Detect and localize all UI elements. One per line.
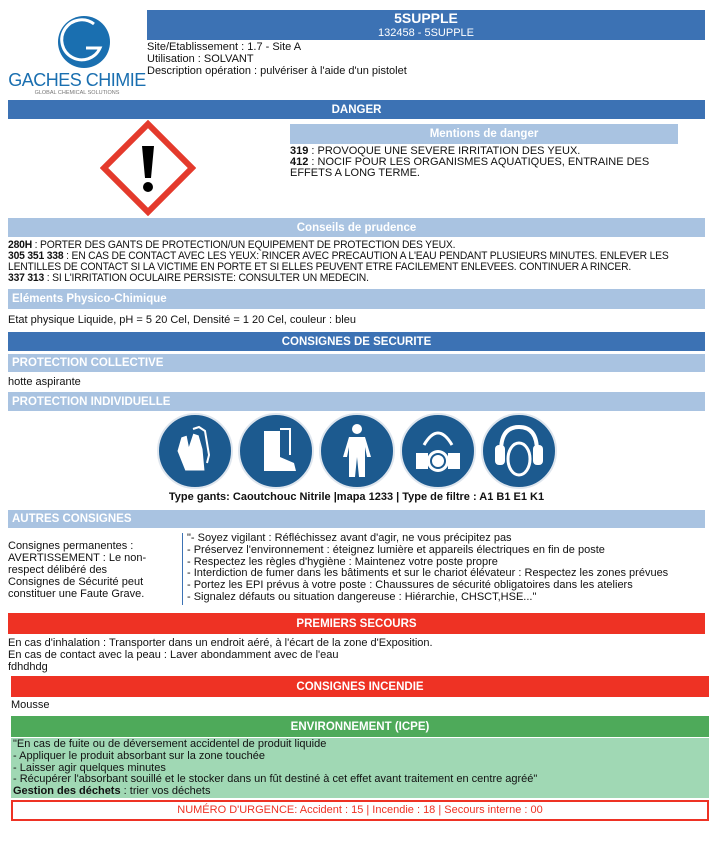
secours-item: En cas d'inhalation : Transporter dans un endroit aéré, à l'écart de la zone d'Exposition. [8,637,433,649]
consigne-item: "- Soyez vigilant : Réfléchissez avant d'agir, ne vous précipitez pas [187,532,512,544]
protection-individuelle-header: PROTECTION INDIVIDUELLE [8,392,705,411]
secours-list [8,637,433,673]
product-header [147,10,705,40]
product-name: 5SUPPLE [394,10,458,26]
info-site: Site/Etablissement : 1.7 - Site A [147,41,302,53]
numero-urgence: NUMÉRO D'URGENCE: Accident : 15 | Incendie : 18 | Secours interne : 00 [11,800,709,821]
safety-boots-icon [238,413,314,489]
dechets: Gestion des déchets : trier vos déchets [13,785,211,798]
securite-header: CONSIGNES DE SECURITE [8,332,705,351]
env-item: - Appliquer le produit absorbant sur la zone touchée [13,749,265,762]
info-description: Description opération : pulvériser à l'aide d'un pistolet [147,65,407,77]
protection-collective-text: hotte aspirante [8,376,81,388]
prudence-header: Conseils de prudence [8,218,705,237]
logo-name: GACHES CHIMIE [8,70,146,90]
premiers-secours-header: PREMIERS SECOURS [8,613,705,634]
logo-tagline: GLOBAL CHEMICAL SOLUTIONS [34,90,120,96]
consigne-item: - Interdiction de fumer dans les bâtiments et sur le chariot élévateur : Respectez les zones prévues [187,567,669,580]
mentions-danger-header: Mentions de danger [290,124,678,144]
incendie-text: Mousse [11,699,50,711]
env-item: "En cas de fuite ou de déversement accidentel de produit liquide [13,738,327,750]
mentions-list [290,146,680,179]
consignes-list [182,533,668,605]
env-item: - Laisser agir quelques minutes [13,761,166,774]
mention-item: 319 : PROVOQUE UNE SEVERE IRRITATION DES YEUX. [290,145,581,157]
logo [8,10,146,98]
gloves-icon [157,413,233,489]
ear-protection-icon [481,413,557,489]
product-code: 132458 - 5SUPPLE [377,27,474,39]
consignes-incendie-header: CONSIGNES INCENDIE [11,676,709,697]
prudence-item: 337 313 : SI L'IRRITATION OCULAIRE PERSISTE: CONSULTER UN MEDECIN. [8,272,369,284]
physico-header: Eléments Physico-Chimique [8,289,705,309]
protection-collective-header: PROTECTION COLLECTIVE [8,354,705,372]
ghs-exclamation-pictogram-icon [100,120,196,216]
prudence-item: 280H : PORTER DES GANTS DE PROTECTION/UN EQUIPEMENT DE PROTECTION DES YEUX. [8,239,456,251]
consigne-item: - Respectez les règles d'hygiène : Maintenez votre poste propre [187,555,498,568]
mention-item: 412 : NOCIF POUR LES ORGANISMES AQUATIQUES, ENTRAINE DES EFFETS A LONG TERME. [290,156,650,179]
danger-header: DANGER [8,100,705,119]
env-item: - Récupérer l'absorbant souillé et le stocker dans un fût destiné à cet effet avant traitement en centre agréé" [13,773,538,786]
prudence-item: 305 351 338 : EN CAS DE CONTACT AVEC LES YEUX: RINCER AVEC PRECAUTION A L'EAU PENDANT PLUSIEURS MINUTES. ENLEVER LES LENTILLES DE CONTACT SI LA VICTIME EN PORTE ET SI ELLES PEUVENT ETRE FACILEMENT ENLEVEES. CONTINUER A RINCER. [8,250,669,273]
physico-text: Etat physique Liquide, pH = 5 20 Cel, Densité = 1 20 Cel, couleur : bleu [8,314,356,326]
consignes-permanentes: Consignes permanentes : AVERTISSEMENT : Le non-respect délibéré des Consignes de Sécurité peut constituer une Faute Grave. [8,540,147,600]
autres-consignes-header: AUTRES CONSIGNES [8,510,705,528]
environnement-header: ENVIRONNEMENT (ICPE) [11,716,709,737]
consigne-item: - Préservez l'environnement : éteignez lumière et appareils électriques en fin de poste [187,543,605,556]
secours-item: fdhdhdg [8,661,48,673]
prudence-list [8,240,702,284]
logo-g-icon [8,10,146,72]
ppe-caption: Type gants: Caoutchouc Nitrile |mapa 1233 | Type de filtre : A1 B1 E1 K1 [168,491,545,503]
info-utilisation: Utilisation : SOLVANT [147,53,254,65]
environnement-body [11,738,709,798]
consigne-item: - Signalez défauts ou situation dangereuse : Hiérarchie, CHSCT,HSE..." [187,590,537,603]
protective-suit-icon [319,413,395,489]
secours-item: En cas de contact avec la peau : Laver abondamment avec de l'eau [8,649,339,661]
respirator-mask-icon [400,413,476,489]
consigne-item: - Portez les EPI prévus à votre poste : Chaussures de sécurité obligatoires dans les ateliers [187,579,633,592]
